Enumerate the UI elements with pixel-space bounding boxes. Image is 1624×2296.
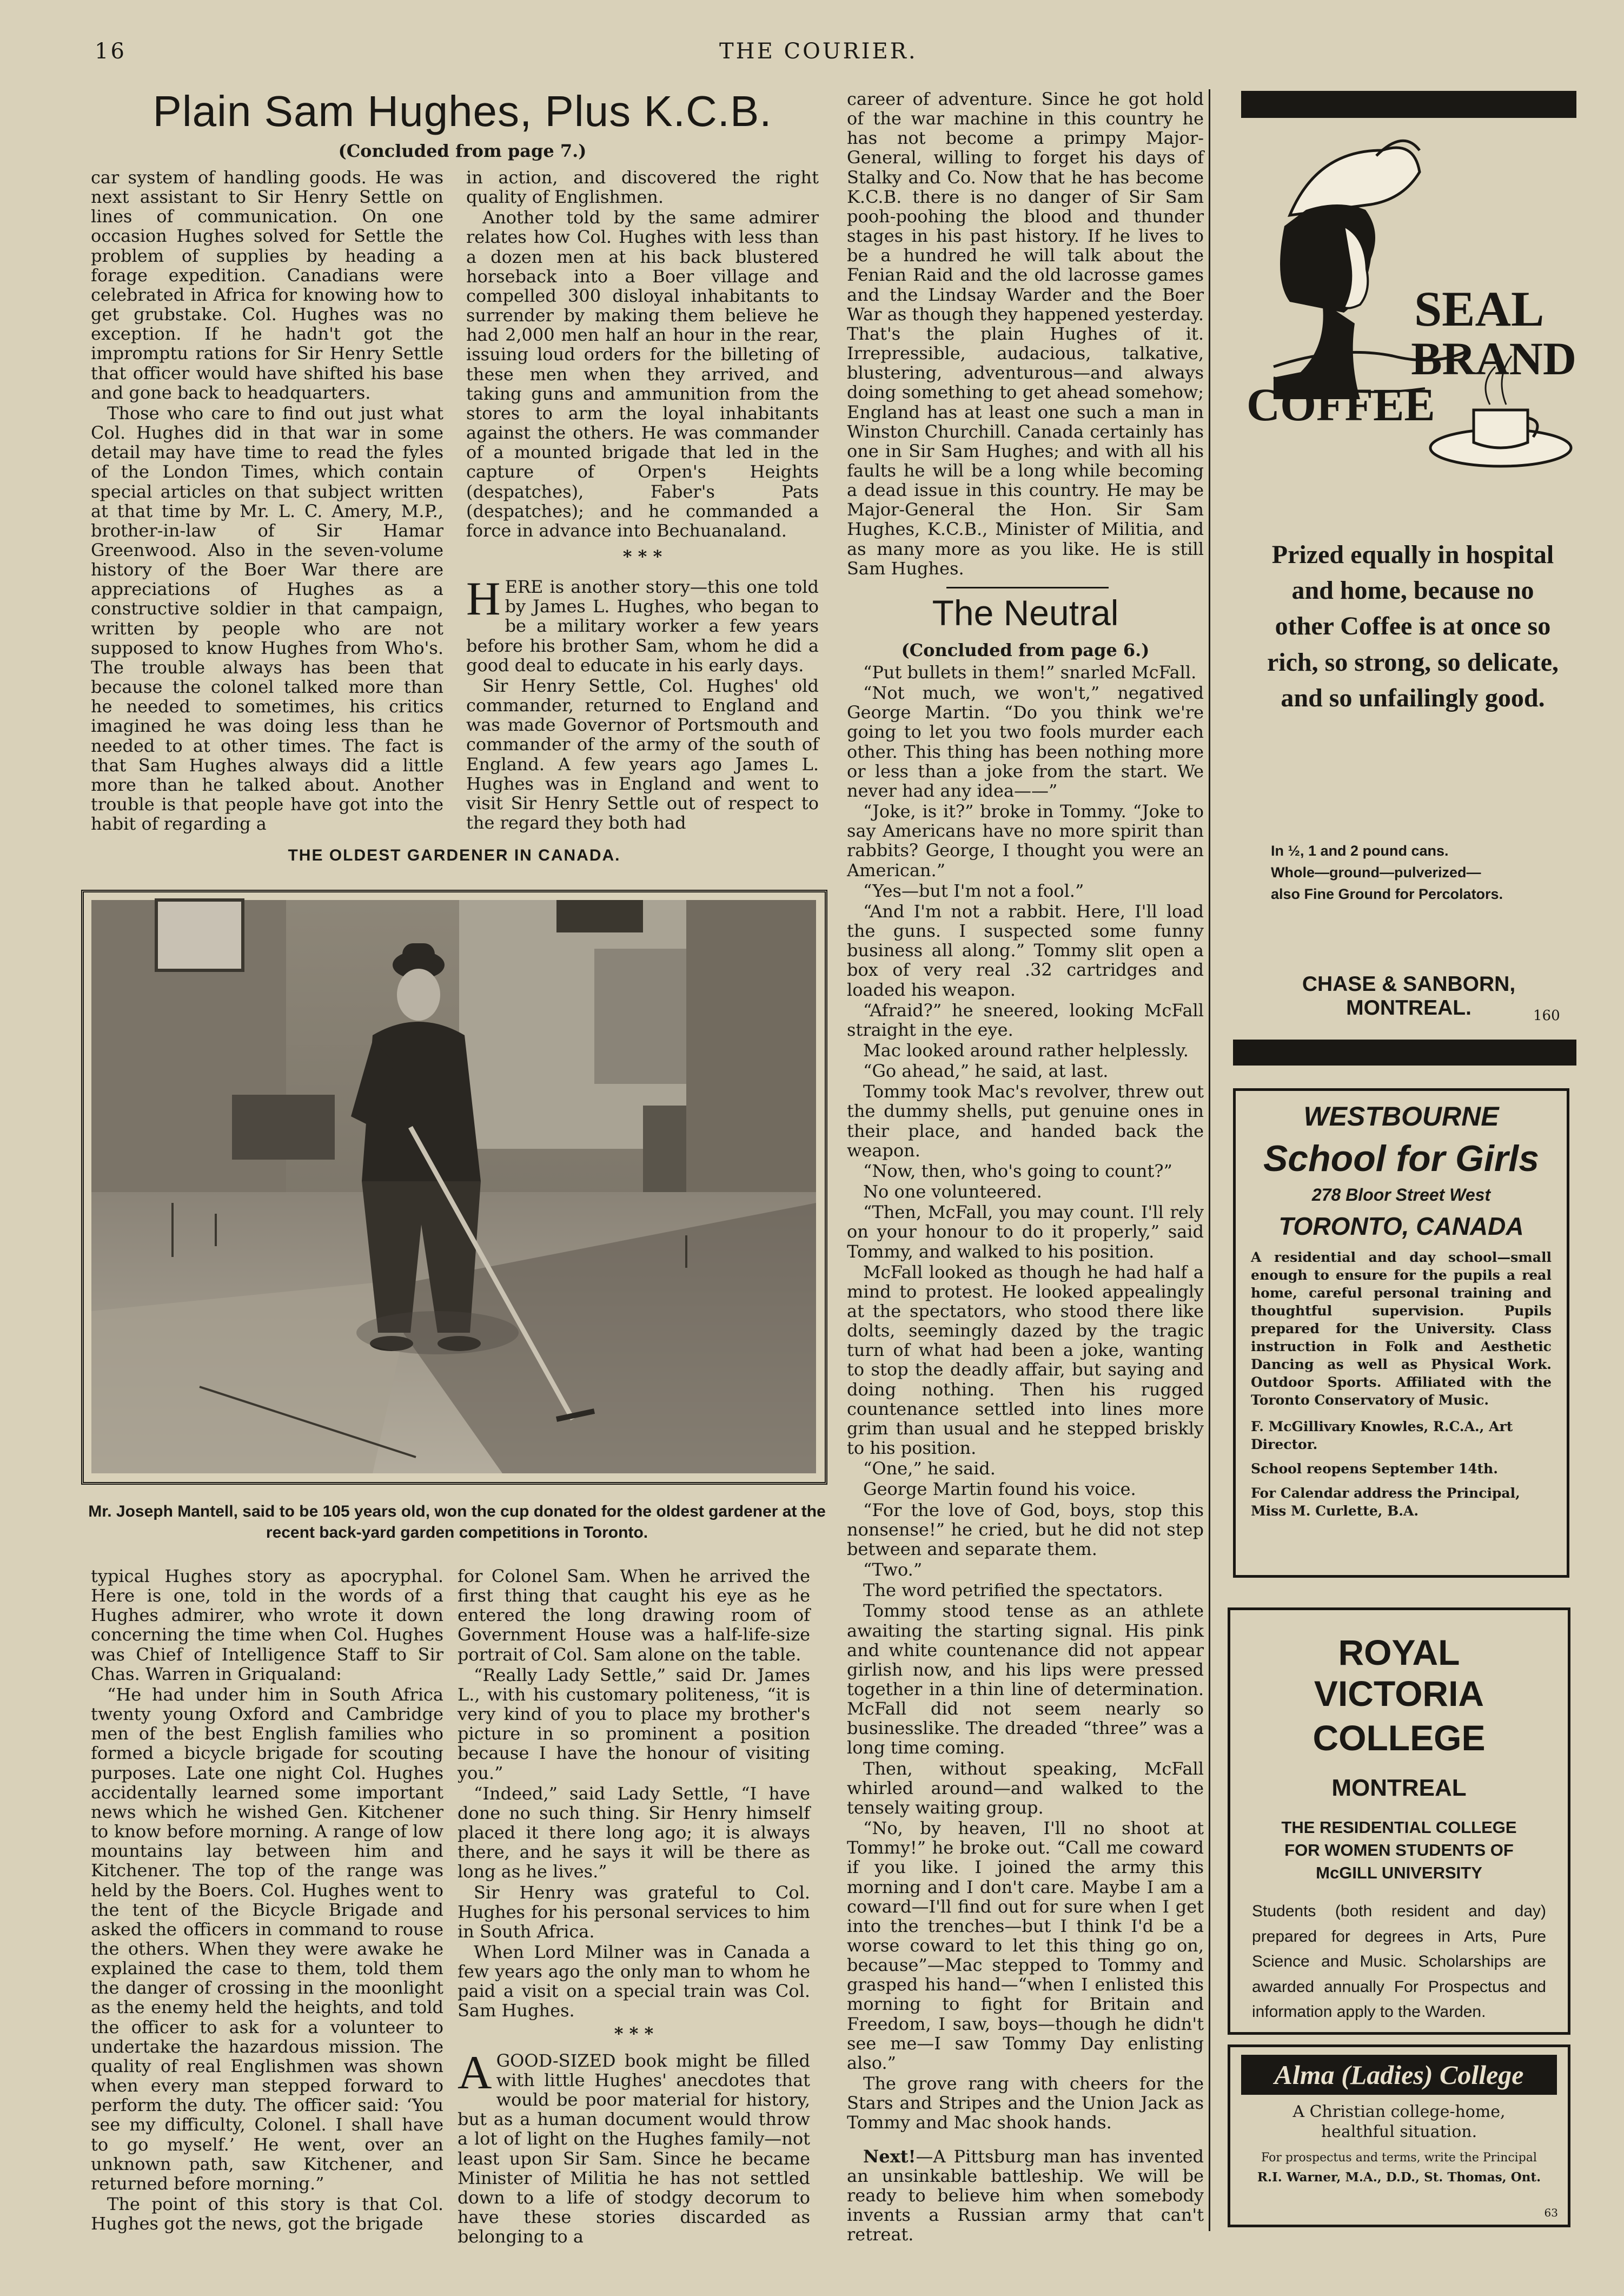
paragraph: Sir Henry was grateful to Col. Hughes for his personal services to him in South Africa. (458, 1882, 810, 1942)
paragraph: “Not much, we won't,” negatived George Martin. “Do you think we're going to let you two fools murder each other. This thing has been nothing more or less than a joke from the start. We never had any idea——” (847, 683, 1204, 801)
alma-tagline-1: A Christian college-home, (1292, 2102, 1506, 2121)
alma-tagline-2: healthful situation. (1321, 2122, 1477, 2141)
rvc-desc-3: McGILL UNIVERSITY (1316, 1863, 1482, 1882)
paragraph: typical Hughes story as apocryphal. Here is one, told in the words of a Hughes admirer, who wrote it down concerning the time when Col. Hughes was Chief of Intelligence Staff to Sir Chas. Warren in Griqualand: (91, 1566, 443, 1684)
paragraph: “He had under him in South Africa twenty young Oxford and Cambridge men of the best English families who formed a bicycle brigade for scouting purposes. Late one night Col. Hughes accidentally learned some important news which he wished Gen. Kitchener to know before morning. A range of low mountains lay between him and Kitchener. The top of the range was held by the Boers. Col. Hughes went to the tent of the Bicycle Brigade and asked the officers in command to rouse the others. When they were awake he explained the case to them, told them the danger of crossing in the moonlight as the enemy held the heights, and told the officer to ask for a volunteer to undertake the hazardous mission. The quality of real Englishmen was shown when every man stepped forward to perform the duty. The officer said: ‘You see my difficulty, Colonel. I shall have to go myself.’ He went, over an unknown path, saw Kitchener, and returned before morning.” (91, 1684, 443, 2194)
paragraph: “Afraid?” he sneered, looking McFall straight in the eye. (847, 1000, 1204, 1040)
paragraph: GOOD-SIZED book might be filled with little Hughes' anecdotes that would be poor material for history, but as a human document would throw a lot of light on the Hughes family—not least upon Sir Sam. Since he became Minister of Militia he has not settled down to a life of stodgy decorum to have these stories discarded as belonging to a (458, 2050, 810, 2247)
paragraph: Those who care to find out just what Col. Hughes did in that war in some detail may have time to read the fyles of the London Times, which contain special articles on that subject written at that time by Mr. L. C. Amery, M.P., brother-in-law of Sir Hamar Greenwood. Also in the seven-volume history of the Boer War there are appreciations of Hughes as a constructive soldier in that campaign, written by people who are not supposed to know Hughes from Who's. The trouble always has been that because the colonel talked more than he needed to sometimes, his critics imagined he was doing less than he needed to at other times. The fact is that Sam Hughes always did a little more than he talked about. Another trouble is that people have got into the habit of regarding a (91, 402, 443, 835)
rvc-desc-1: THE RESIDENTIAL COLLEGE (1281, 1818, 1517, 1837)
westbourne-address: 278 Bloor Street West (1311, 1185, 1491, 1205)
section-break: * * * (614, 2023, 654, 2044)
rvc-city: MONTREAL (1331, 1775, 1467, 1801)
brand-seal: SEAL (1414, 281, 1545, 336)
neutral-story (847, 662, 1204, 2245)
alma-name: Alma (Ladies) College (1241, 2055, 1557, 2095)
rvc-name-1: ROYAL VICTORIA (1314, 1632, 1484, 1713)
rvc-desc-2: FOR WOMEN STUDENTS OF (1284, 1841, 1514, 1860)
westbourne-school: School for Girls (1263, 1138, 1540, 1179)
article-column-3 (847, 89, 1204, 579)
westbourne-city: TORONTO, CANADA (1278, 1212, 1524, 1240)
paragraph: “Then, McFall, you may count. I'll rely on your honour to do it properly,” said Tommy, and walked to his position. (847, 1202, 1204, 1262)
coffee-grinds: Whole—ground—pulverized— (1271, 864, 1481, 881)
brand-brand: BRAND (1411, 333, 1576, 385)
coffee-percolators: also Fine Ground for Percolators. (1271, 886, 1503, 902)
ad-bar (1233, 1040, 1576, 1066)
paragraph: “Now, then, who's going to count?” (863, 1160, 1172, 1181)
paragraph: Mac looked around rather helplessly. (863, 1040, 1189, 1061)
article-subtitle: (Concluded from page 7.) (338, 141, 587, 161)
paragraph: Then, without speaking, McFall whirled around—and walked to the tensely waiting group. (847, 1758, 1204, 1818)
paragraph: When Lord Milner was in Canada a few years ago the only man to whom he paid a visit on a special train was Col. Sam Hughes. (458, 1941, 810, 2021)
paragraph: “Indeed,” said Lady Settle, “I have done no such thing. Sir Henry himself placed it there long ago; it is always there, and he says it will be there as long as he lives.” (458, 1783, 810, 1882)
paragraph: “Joke, is it?” broke in Tommy. “Joke to say Americans have no more spirit than rabbits? George, I thought you were an American.” (847, 801, 1204, 881)
coffee-tagline: Prized equally in hospital and home, because no other Coffee is at once so rich, so strong, so delicate, and so unfailingly good. (1267, 540, 1559, 712)
photo-frame (81, 890, 827, 1485)
divider (946, 587, 1109, 588)
article-column-2-bottom (458, 1566, 810, 2247)
westbourne-name: WESTBOURNE (1303, 1101, 1499, 1132)
neutral-subtitle: (Concluded from page 6.) (901, 640, 1150, 660)
column-separator (1209, 89, 1210, 2231)
alma-prospectus: For prospectus and terms, write the Principal (1261, 2151, 1537, 2165)
article-column-1-bottom (91, 1566, 443, 2242)
magazine-name: THE COURIER. (719, 39, 918, 64)
page-number: 16 (95, 39, 127, 64)
paragraph: “Yes—but I'm not a fool.” (863, 880, 1084, 901)
article-title: Plain Sam Hughes, Plus K.C.B. (153, 87, 772, 135)
article-column-1-top (91, 168, 443, 855)
alma-code: 63 (1544, 2206, 1558, 2219)
paragraph: The point of this story is that Col. Hughes got the news, got the brigade (91, 2194, 443, 2234)
westbourne-director: F. McGillivary Knowles, R.C.A., Art Director. (1251, 1419, 1513, 1452)
photo-heading: THE OLDEST GARDENER IN CANADA. (288, 846, 621, 864)
paragraph: The word petrified the spectators. (863, 1580, 1163, 1601)
paragraph: Another told by the same admirer relates how Col. Hughes with less than a dozen men at his back blustered horseback into a Boer village and compelled 300 disloyal inhabitants to surrender by making them believe he had 2,000 men half an hour in the rear, issuing loud orders for the billeting of these men when they arrived, and taking guns and ammunition from the stores to arm the loyal inhabitants against the others. He was commander of a mounted brigade that led in the capture of Orpen's Heights (despatches), Faber's Pats (despatches); and he commanded a force in advance into Bechuanaland. (466, 207, 819, 541)
paragraph: “Two.” (863, 1559, 923, 1580)
article-column-2-top (466, 168, 819, 855)
next-text: —A Pittsburg man has invented an unsinkable battleship. We will be ready to believe him when somebody invents a Russian army that can't retreat. (847, 2146, 1204, 2245)
rvc-body: Students (both resident and day) prepared for degrees in Arts, Pure Science and Music. Scholarships are awarded annually For Prospectus and information apply to the Warden. (1252, 1902, 1546, 2021)
royal-victoria-ad (1228, 1607, 1570, 2035)
westbourne-calendar: For Calendar address the Principal, Miss M. Curlette, B.A. (1251, 1485, 1520, 1519)
paragraph: “And I'm not a rabbit. Here, I'll load the guns. I suspected some funny business all along.” Tommy slit open a box of very real .32 cartridges and loaded his weapon. (847, 901, 1204, 1000)
paragraph: Tommy stood tense as an athlete awaiting the starting signal. His pink and white countenance did not appear girlish now, and his lips were pressed together in a thin line of determination. McFall did not seem nearly so businesslike. The dreaded “three” was a long time coming. (847, 1600, 1204, 1758)
paragraph: “One,” he said. (863, 1458, 996, 1479)
drop-cap: A (458, 2046, 492, 2099)
alma-ad (1228, 2044, 1570, 2227)
gardener-photo (91, 900, 816, 1473)
paragraph: No one volunteered. (863, 1181, 1042, 1202)
paragraph: “For the love of God, boys, stop this nonsense!” he cried, but he did not step between and separate them. (847, 1499, 1204, 1559)
seal-brand-ad (1241, 118, 1576, 1037)
paragraph: “No, by heaven, I'll no shoot at Tommy!” he broke out. “Call me coward if you like. I joined the army this morning and I don't care. Maybe I am a coward—I'll find out for sure when I get into the trenches—but I think I'd be a worse coward to let this thing go on, because”—Mac stepped to Tommy and grasped his hand—“when I enlisted this morning to fight for Britain and Freedom, I saw, boys—though he didn't see me—I saw Tommy Day enlisting also.” (847, 1818, 1204, 2073)
paragraph: Tommy took Mac's revolver, threw out the dummy shells, put genuine ones in their place, and handed back the weapon. (847, 1081, 1204, 1161)
paragraph: George Martin found his voice. (863, 1479, 1136, 1500)
section-break: * * * (622, 546, 662, 567)
coffee-company: CHASE & SANBORN, MONTREAL. (1302, 972, 1516, 1020)
westbourne-reopens: School reopens September 14th. (1251, 1461, 1498, 1477)
paragraph: “Really Lady Settle,” said Dr. James L., with his customary politeness, “it is very kind of you to place my brother's picture in so prominent a position because I have the honour of visiting you.” (458, 1664, 810, 1783)
paragraph: for Colonel Sam. When he arrived the first thing that caught his eye as he entered the long drawing room of Government House was a half-life-size portrait of Col. Sam alone on the table. (458, 1566, 810, 1665)
brand-coffee: COFFEE (1247, 379, 1435, 431)
drop-cap: H (466, 573, 501, 626)
ad-top-bar (1241, 91, 1576, 118)
ad-code: 160 (1533, 1008, 1560, 1024)
alma-principal: R.I. Warner, M.A., D.D., St. Thomas, Ont. (1257, 2170, 1541, 2185)
paragraph: ERE is another story—this one told by James L. Hughes, who began to be a military worker a few years before his brother Sam, whom he did a good deal to educate in his early days. (466, 577, 819, 676)
paragraph: car system of handling goods. He was next assistant to Sir Henry Settle on lines of communication. On one occasion Hughes solved for Settle the problem of supplies by heading a forage expedition. Canadians were celebrated in Africa for knowing how to get grubstake. Col. Hughes was no exception. If he hadn't got the impromptu rations for Sir Henry Settle that officer would have shifted his base and gone back to headquarters. (91, 167, 443, 403)
paragraph: “Go ahead,” he said, at last. (863, 1061, 1109, 1082)
paragraph: Sir Henry Settle, Col. Hughes' old commander, returned to England and was made Governor of Portsmouth and commander of the army of the south of England. A few years ago James L. Hughes was in England and went to visit Sir Henry Settle out of respect to the regard they both had (466, 675, 819, 833)
westbourne-body: A residential and day school—small enough to ensure for the pupils a real home, careful personal training and thoughtful supervision. Pupils prepared for the University. Class instruction in Folk and Aesthetic Dancing as well as Physical Work. Outdoor Sports. Affiliated with the Toronto Conservatory of Music. (1251, 1249, 1552, 1408)
paragraph: career of adventure. Since he got hold of the war machine in this country he has not become a primpy Major-General, willing to forget his days of Stalky and Co. Now that he has become K.C.B. there is no danger of Sir Sam pooh-poohing the blood and thunder stages in his past history. If he lives to be a hundred he will talk about the Fenian Raid and the old lacrosse games and the Lindsay Warder and the Boer War as though they happened yesterday. That's the plain Hughes of it. Irrepressible, audacious, talkative, blustering, adventurous—and always doing something to get ahead somehow; England has at least one such a man in Winston Churchill. Canada certainly has one in Sir Sam Hughes; and with all his faults he will be a long while becoming a dead issue in this country. He may be Major-General the Hon. Sir Sam Hughes, K.C.B., Minister of Militia, and as many more as you like. He is still Sam Hughes. (847, 89, 1204, 579)
westbourne-ad (1233, 1088, 1569, 1578)
coffee-sizes: In ½, 1 and 2 pound cans. (1271, 843, 1449, 859)
next-label: Next! (863, 2146, 916, 2167)
paragraph: The grove rang with cheers for the Stars and Stripes and the Union Jack as Tommy and Mac shook hands. (847, 2073, 1204, 2133)
paragraph: in action, and discovered the right quality of Englishmen. (466, 167, 819, 208)
rvc-name-2: COLLEGE (1313, 1718, 1486, 1758)
neutral-title: The Neutral (932, 593, 1119, 633)
photo-caption: Mr. Joseph Mantell, said to be 105 years old, won the cup donated for the oldest gardener at the recent back-yard garden competitions in Toronto. (88, 1503, 826, 1541)
paragraph: “Put bullets in them!” snarled McFall. (863, 662, 1197, 683)
paragraph: McFall looked as though he had half a mind to protest. He looked appealingly at the spectators, who stood there like dolts, seemingly dazed by the tragic turn of what had been a joke, wanting to stop the deadly affair, but saying and doing nothing. Then his rugged countenance settled into lines more grim than usual and he stepped briskly to his position. (847, 1261, 1204, 1459)
